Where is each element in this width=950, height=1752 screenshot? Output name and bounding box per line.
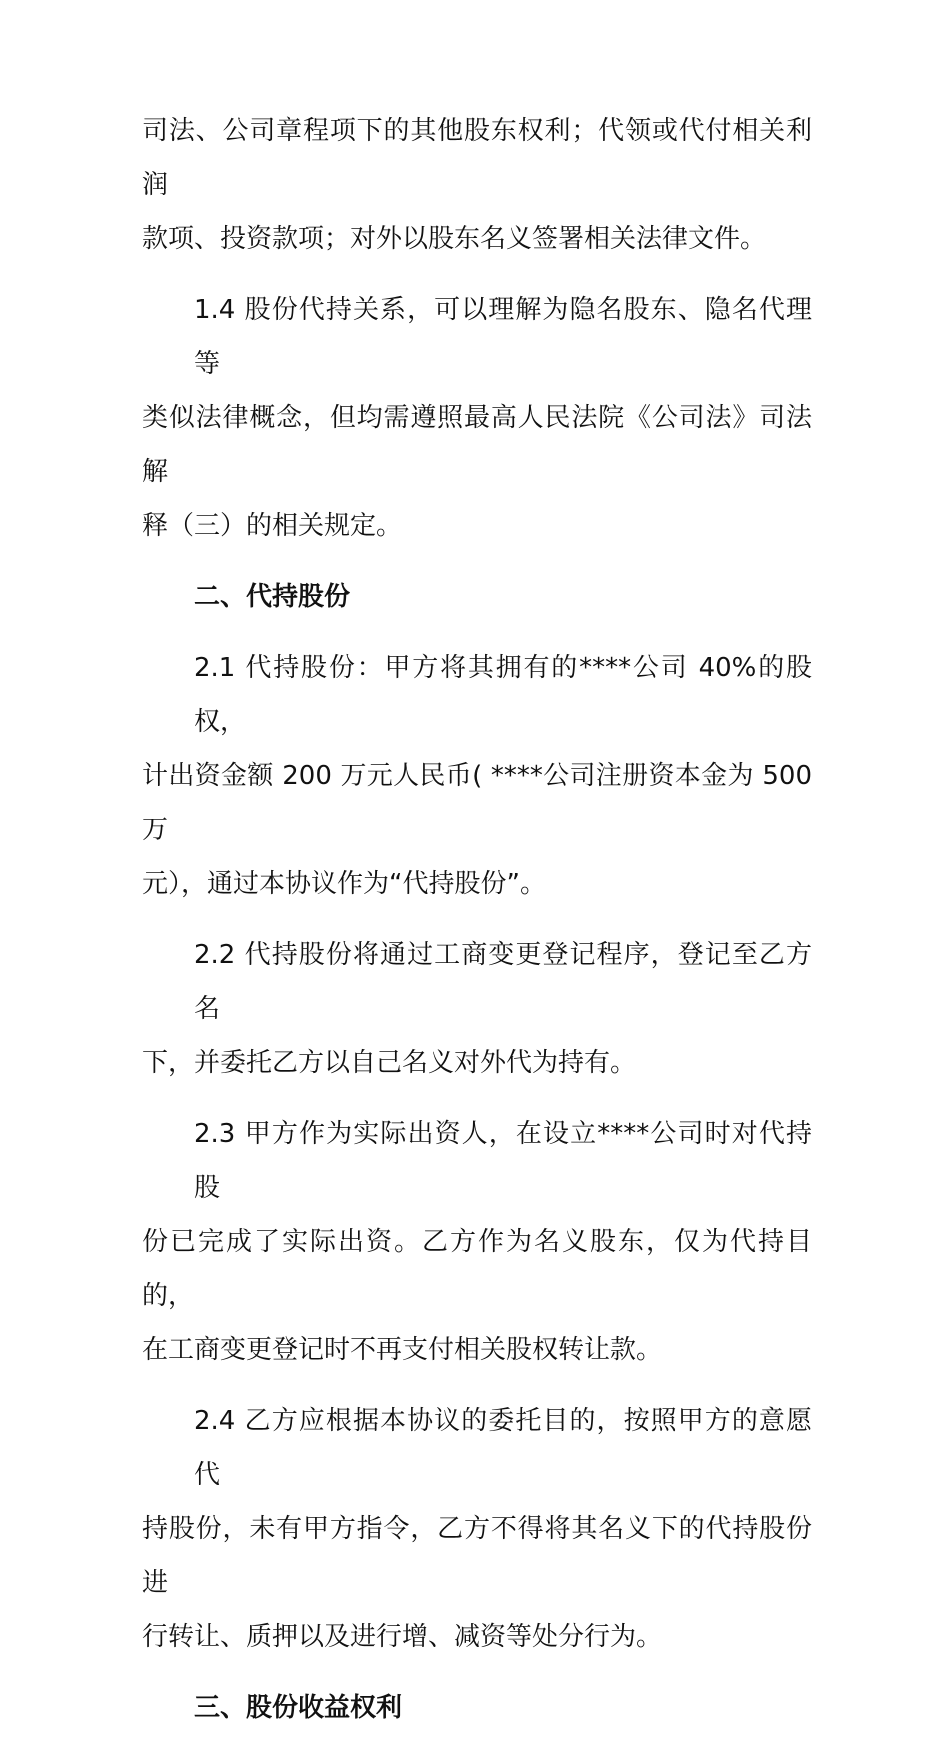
text-line: 2.4 乙方应根据本协议的委托目的，按照甲方的意愿代 [194,1406,812,1490]
text-line: 计出资金额 200 万元人民币( ****公司注册资本金为 500 万 [142,761,812,845]
text-line: 2.3 甲方作为实际出资人，在设立****公司时对代持股 [194,1119,812,1203]
section-heading-3: 三、股份收益权利 [194,1693,403,1723]
text-line: 1.4 股份代持关系，可以理解为隐名股东、隐名代理等 [194,295,812,379]
text-line: 释（三）的相关规定。 [142,511,403,541]
text-line: 行转让、质押以及进行增、减资等处分行为。 [142,1622,663,1652]
paragraph-shareholder-rights [142,104,812,266]
text-line: 司法、公司章程项下的其他股东权利；代领或代付相关利润 [142,116,812,200]
text-line: 在工商变更登记时不再支付相关股权转让款。 [142,1335,663,1365]
text-line: 款项、投资款项；对外以股东名义签署相关法律文件。 [142,224,767,254]
section-heading-2: 二、代持股份 [194,582,351,612]
paragraph-2-3 [142,1107,812,1377]
text-line: 份已完成了实际出资。乙方作为名义股东，仅为代持目的， [142,1227,812,1311]
paragraph-2-2 [142,928,812,1090]
text-line: 元），通过本协议作为“代持股份”。 [142,869,546,899]
text-line: 类似法律概念，但均需遵照最高人民法院《公司法》司法解 [142,403,812,487]
text-line: 2.1 代持股份：甲方将其拥有的****公司 40%的股权， [194,653,812,737]
paragraph-1-4 [142,283,812,553]
text-line: 持股份，未有甲方指令，乙方不得将其名义下的代持股份进 [142,1514,812,1598]
paragraph-2-4 [142,1394,812,1664]
document-body [142,104,812,1752]
text-line: 2.2 代持股份将通过工商变更登记程序，登记至乙方名 [194,940,812,1024]
paragraph-2-1 [142,641,812,911]
text-line: 下，并委托乙方以自己名义对外代为持有。 [142,1048,637,1078]
